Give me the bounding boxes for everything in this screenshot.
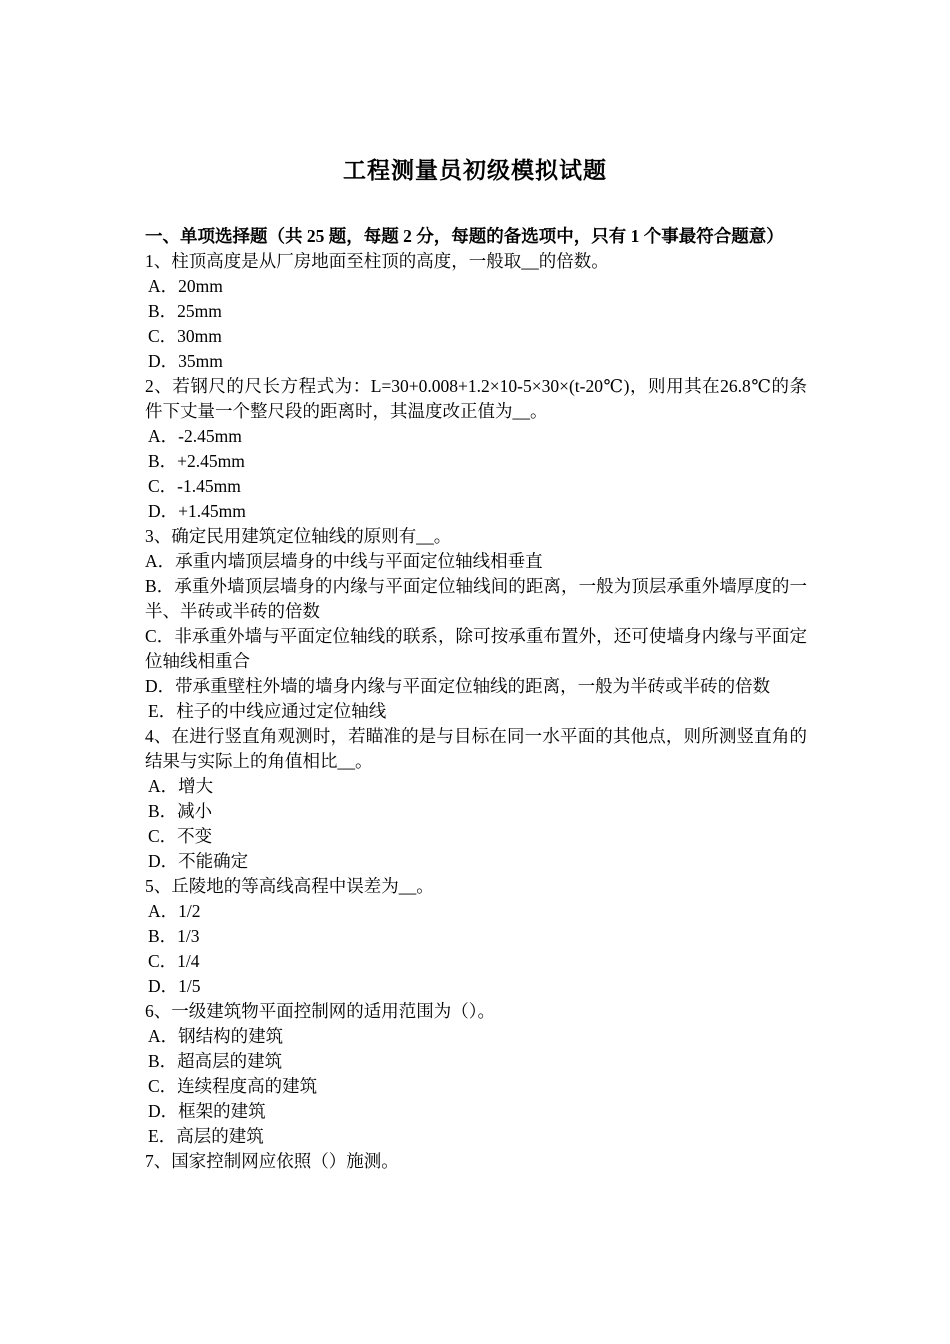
option-b: B．承重外墙顶层墙身的内缘与平面定位轴线间的距离，一般为顶层承重外墙厚度的一半、半砖或半砖的倍数 xyxy=(145,576,807,621)
option-b: B．减小 xyxy=(148,801,213,821)
question-stem: 5、丘陵地的等高线高程中误差为__。 xyxy=(145,876,434,896)
option-d: D．带承重壁柱外墙的墙身内缘与平面定位轴线的距离，一般为半砖或半砖的倍数 xyxy=(145,676,771,696)
option-c: C．1/4 xyxy=(148,951,200,971)
question-stem: 3、确定民用建筑定位轴线的原则有__。 xyxy=(145,526,452,546)
option-b: B．+2.45mm xyxy=(148,451,245,471)
option-d: D．1/5 xyxy=(148,976,201,996)
section-header: 一、单项选择题（共 25 题，每题 2 分，每题的备选项中，只有 1 个事最符合题意） xyxy=(145,226,784,246)
option-e: E．高层的建筑 xyxy=(148,1126,264,1146)
option-b: B．1/3 xyxy=(148,926,200,946)
question-1 xyxy=(145,249,807,374)
question-stem: 2、若钢尺的尺长方程式为：L=30+0.008+1.2×10-5×30×(t-20℃)，则用其在26.8℃的条件下丈量一个整尺段的距离时，其温度改正值为__。 xyxy=(145,376,807,421)
option-e: E．柱子的中线应通过定位轴线 xyxy=(148,701,387,721)
document-title: 工程测量员初级模拟试题 xyxy=(343,158,607,183)
option-d: D．35mm xyxy=(148,351,223,371)
option-d: D．+1.45mm xyxy=(148,501,246,521)
option-c: C．连续程度高的建筑 xyxy=(148,1076,318,1096)
option-d: D．框架的建筑 xyxy=(148,1101,266,1121)
option-c: C．30mm xyxy=(148,326,222,346)
question-3 xyxy=(145,524,807,724)
option-c: C．非承重外墙与平面定位轴线的联系，除可按承重布置外，还可使墙身内缘与平面定位轴线相重合 xyxy=(145,626,807,671)
question-stem: 4、在进行竖直角观测时，若瞄准的是与目标在同一水平面的其他点，则所测竖直角的结果与实际上的角值相比__。 xyxy=(145,726,807,771)
option-a: A．20mm xyxy=(148,276,223,296)
question-stem: 6、一级建筑物平面控制网的适用范围为（）。 xyxy=(145,1001,495,1021)
option-b: B．25mm xyxy=(148,301,222,321)
question-stem: 1、柱顶高度是从厂房地面至柱顶的高度，一般取__的倍数。 xyxy=(145,251,609,271)
question-5 xyxy=(145,874,807,999)
option-a: A．1/2 xyxy=(148,901,201,921)
document-body xyxy=(145,224,807,1174)
option-a: A．-2.45mm xyxy=(148,426,242,446)
option-b: B．超高层的建筑 xyxy=(148,1051,283,1071)
option-a: A．增大 xyxy=(148,776,214,796)
option-a: A．承重内墙顶层墙身的中线与平面定位轴线相垂直 xyxy=(145,551,543,571)
question-7 xyxy=(145,1149,807,1174)
question-2 xyxy=(145,374,807,524)
option-d: D．不能确定 xyxy=(148,851,249,871)
option-a: A．钢结构的建筑 xyxy=(148,1026,284,1046)
question-stem: 7、国家控制网应依照（）施测。 xyxy=(145,1151,399,1171)
option-c: C．不变 xyxy=(148,826,213,846)
question-4 xyxy=(145,724,807,874)
question-6 xyxy=(145,999,807,1149)
option-c: C．-1.45mm xyxy=(148,476,241,496)
